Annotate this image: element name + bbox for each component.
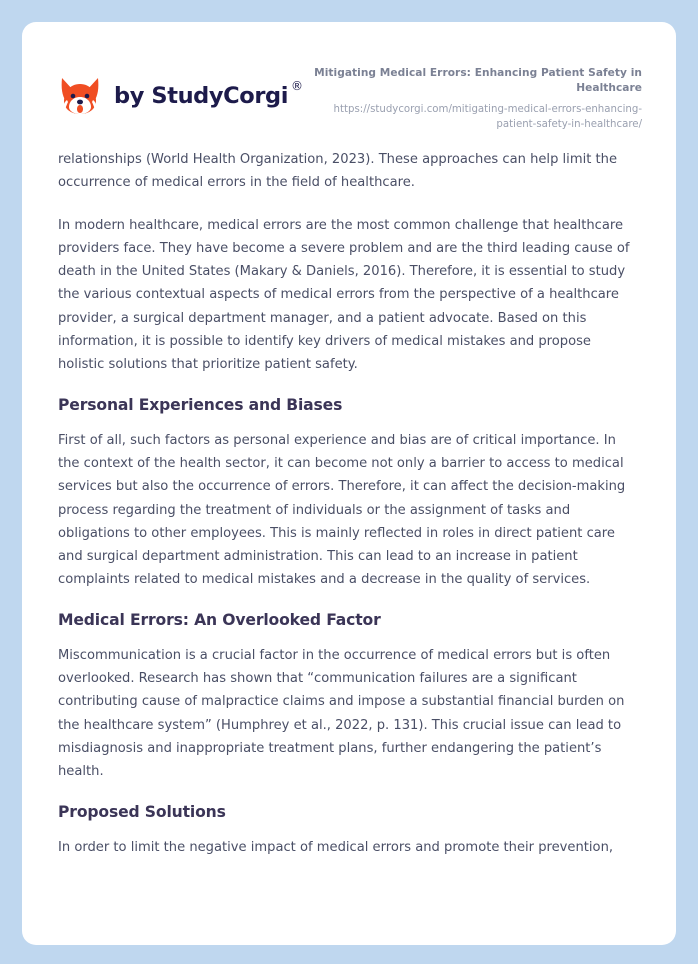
section-paragraph: Miscommunication is a crucial factor in the occurrence of medical errors but is often overlooked. Research has shown that “communication failures are a significant contributing cause of malpractice claims and impose a substantial financial burden on the healthcare system” (Humphrey et al., 2022, p. 131). This crucial issue can lead to misdiagnosis and inappropriate treatment plans, further endangering the patient’s health.: [58, 647, 625, 780]
section-paragraph: In order to limit the negative impact of medical errors and promote their prevention,: [58, 839, 614, 855]
header-document-meta: [303, 64, 642, 132]
paragraph-overview: In modern healthcare, medical errors are the most common challenge that healthcare providers face. They have become a severe problem and are the third leading cause of death in the United States (Makary & Daniels, 2016). Therefore, it is essential to study the various contextual aspects of medical errors from the perspective of a healthcare provider, a surgical department manager, and a patient advocate. Based on this information, it is possible to identify key drivers of medical mistakes and propose holistic solutions that prioritize patient safety.: [58, 217, 630, 373]
section-heading: Medical Errors: An Overlooked Factor: [58, 610, 381, 629]
document-header: [22, 22, 676, 148]
section-heading: Proposed Solutions: [58, 802, 226, 821]
section-heading: Personal Experiences and Biases: [58, 395, 343, 414]
document-title: Mitigating Medical Errors: Enhancing Patient Safety in Healthcare: [314, 67, 642, 95]
document-url[interactable]: https://studycorgi.com/mitigating-medical-errors-enhancing-patient-safety-in-healthcare/: [333, 103, 642, 131]
section-proposed-solutions: [58, 803, 638, 859]
brand-wordmark: [114, 78, 303, 109]
document-body: [22, 148, 676, 859]
document-page-sheet: [22, 22, 676, 945]
registered-trademark-icon: ®: [291, 78, 303, 93]
section-paragraph: First of all, such factors as personal experience and bias are of critical importance. In the context of the health sector, it can become not only a barrier to access to medical services but also the occurrence of errors. Therefore, it can affect the decision-making process regarding the treatment of individuals or the assignment of tasks and obligations to other employees. This is mainly reflected in roles in direct patient care and surgical department administration. This can lead to an increase in patient complaints related to medical mistakes and a decrease in the quality of services.: [58, 432, 626, 588]
section-medical-errors-an-overlooked-factor: [58, 611, 638, 784]
section-personal-experiences-and-biases: [58, 396, 638, 592]
paragraph-intro-continued: relationships (World Health Organization, 2023). These approaches can help limit the occurrence of medical errors in the field of healthcare.: [58, 152, 617, 191]
brand-lockup: [58, 64, 303, 116]
brand-name-text: by StudyCorgi: [114, 82, 289, 109]
corgi-logo-icon: [58, 76, 102, 116]
